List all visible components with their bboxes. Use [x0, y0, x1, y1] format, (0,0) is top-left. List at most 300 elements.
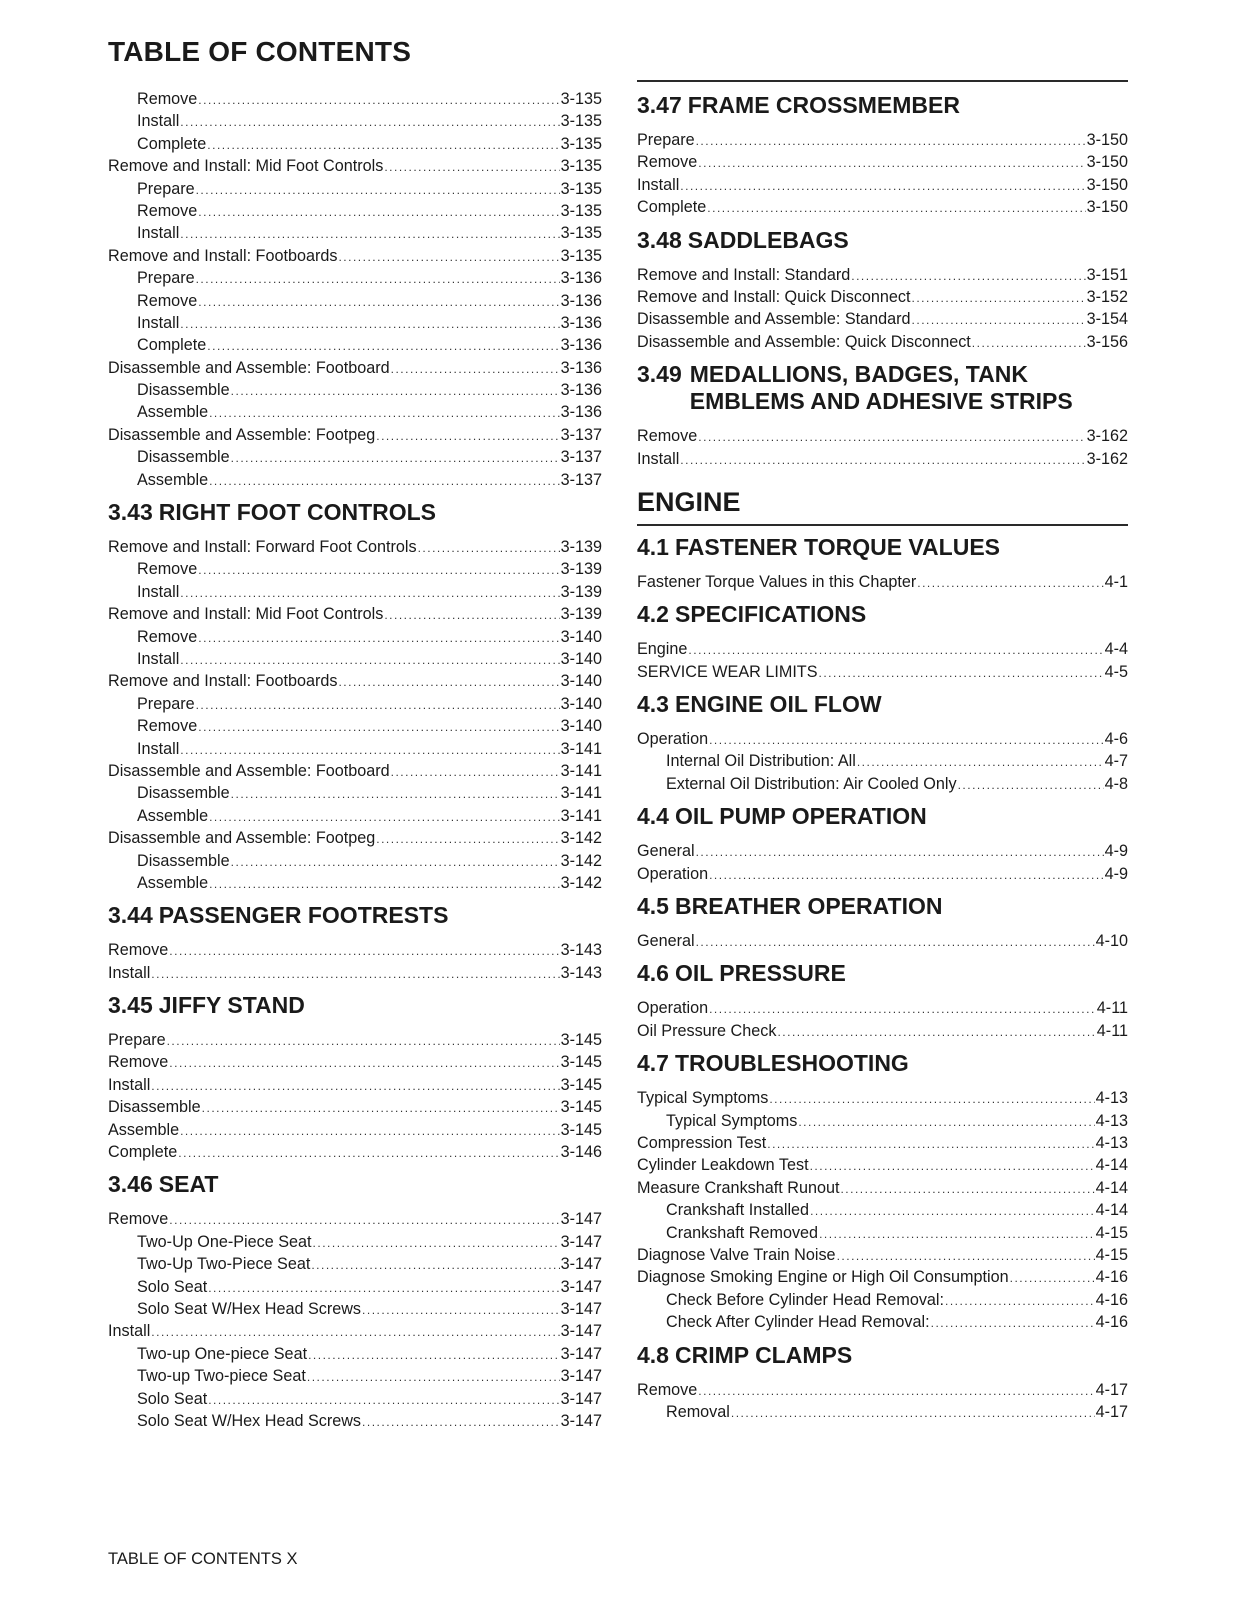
toc-entry[interactable]	[108, 670, 602, 692]
section-heading[interactable]	[637, 534, 1128, 561]
toc-entry-label: Two-Up One-Piece Seat	[137, 1232, 312, 1251]
dot-leader	[819, 1223, 1095, 1244]
toc-entry[interactable]	[108, 88, 602, 110]
dot-leader	[696, 841, 1104, 862]
toc-entry-label: General	[637, 932, 695, 951]
dot-leader	[391, 358, 560, 379]
toc-entry[interactable]	[108, 1096, 602, 1118]
toc-entry[interactable]	[108, 581, 602, 603]
dot-leader	[180, 111, 559, 132]
toc-entry[interactable]	[108, 1276, 602, 1298]
dot-leader	[709, 864, 1104, 885]
toc-entry-page: 3-136	[560, 313, 602, 332]
toc-entry-page: 4-15	[1095, 1223, 1128, 1242]
toc-entry-label: Disassemble and Assemble: Footboard	[108, 761, 390, 780]
toc-entry-label: Disassemble and Assemble: Footboard	[108, 358, 390, 377]
toc-entry[interactable]	[108, 446, 602, 468]
toc-entry-label: Compression Test	[637, 1133, 767, 1152]
toc-entry-page: 3-136	[560, 403, 602, 422]
page-title: TABLE OF CONTENTS	[108, 36, 412, 67]
dot-leader	[362, 1411, 560, 1432]
toc-entry-page: 3-162	[1086, 427, 1128, 446]
toc-entry[interactable]	[108, 1388, 602, 1410]
toc-entry-label: Assemble	[137, 470, 209, 489]
dot-leader	[958, 774, 1104, 795]
toc-entry[interactable]	[637, 331, 1128, 353]
toc-entry[interactable]	[108, 1074, 602, 1096]
section-heading[interactable]	[637, 893, 1128, 920]
toc-entry-label: Remove	[137, 717, 198, 736]
dot-leader	[180, 649, 559, 670]
section-heading[interactable]	[637, 960, 1128, 987]
toc-entry-page: 3-147	[560, 1389, 602, 1408]
dot-leader	[308, 1344, 560, 1365]
section-heading[interactable]	[637, 227, 1128, 254]
section-number: 4.3	[637, 691, 669, 718]
dot-leader	[180, 223, 559, 244]
toc-entry-label: Solo Seat	[137, 1277, 208, 1296]
dot-leader	[196, 694, 560, 715]
toc-entry-label: Operation	[637, 864, 709, 883]
toc-entry-label: Solo Seat	[137, 1389, 208, 1408]
dot-leader	[810, 1200, 1095, 1221]
toc-entry-page: 3-147	[560, 1255, 602, 1274]
dot-leader	[231, 380, 560, 401]
toc-entry-page: 4-14	[1095, 1156, 1128, 1175]
toc-entry-label: Install	[137, 739, 180, 758]
toc-entry-label: Typical Symptoms	[637, 1089, 769, 1108]
toc-entry[interactable]	[637, 1289, 1128, 1311]
toc-entry-label: Prepare	[137, 694, 195, 713]
toc-entry-page: 3-135	[560, 246, 602, 265]
toc-entry[interactable]	[108, 1365, 602, 1387]
toc-entry[interactable]	[637, 571, 1128, 593]
toc-entry-page: 3-135	[560, 112, 602, 131]
toc-entry-label: Remove and Install: Footboards	[108, 672, 338, 691]
toc-left-column	[108, 88, 602, 1432]
toc-entry-label: Remove and Install: Standard	[637, 265, 851, 284]
toc-entry-page: 3-135	[560, 179, 602, 198]
toc-entry-page: 3-136	[560, 358, 602, 377]
toc-entry[interactable]	[108, 222, 602, 244]
toc-entry-label: Solo Seat W/Hex Head Screws	[137, 1299, 362, 1318]
toc-entry-label: Assemble	[137, 806, 209, 825]
toc-entry[interactable]	[108, 178, 602, 200]
toc-entry-label: Prepare	[137, 269, 195, 288]
dot-leader	[709, 729, 1104, 750]
dot-leader	[207, 134, 559, 155]
section-number: 4.8	[637, 1341, 669, 1368]
toc-entry-label: Remove and Install: Footboards	[108, 246, 338, 265]
toc-entry-label: Remove	[137, 560, 198, 579]
section-heading[interactable]	[637, 1342, 1128, 1369]
toc-entry[interactable]	[108, 424, 602, 446]
toc-entry[interactable]	[108, 603, 602, 625]
section-title: SADDLEBAGS	[687, 226, 849, 253]
dot-leader	[837, 1245, 1095, 1266]
dot-leader	[180, 739, 559, 760]
toc-entry-page: 4-1	[1104, 572, 1128, 591]
toc-entry[interactable]	[637, 840, 1128, 862]
toc-entry-label: Install	[137, 313, 180, 332]
toc-entry-label: Disassemble	[137, 448, 230, 467]
toc-entry-label: Crankshaft Removed	[666, 1223, 819, 1242]
toc-entry[interactable]	[108, 133, 602, 155]
toc-entry-label: Oil Pressure Check	[637, 1021, 777, 1040]
toc-entry[interactable]	[108, 1320, 602, 1342]
section-heading[interactable]	[108, 992, 602, 1019]
toc-entry-page: 3-135	[560, 224, 602, 243]
toc-right-column	[637, 84, 1128, 1423]
dot-leader	[391, 761, 560, 782]
toc-entry[interactable]	[637, 1401, 1128, 1423]
toc-entry-page: 3-141	[560, 784, 602, 803]
toc-entry-page: 3-156	[1086, 332, 1128, 351]
toc-entry-page: 3-150	[1086, 175, 1128, 194]
dot-leader	[362, 1299, 560, 1320]
dot-leader	[198, 627, 559, 648]
toc-entry[interactable]	[637, 1020, 1128, 1042]
dot-leader	[208, 1277, 559, 1298]
section-number: 3.49	[637, 361, 682, 388]
toc-entry[interactable]	[108, 334, 602, 356]
toc-entry[interactable]	[108, 357, 602, 379]
section-heading[interactable]	[108, 902, 602, 929]
toc-entry[interactable]	[108, 469, 602, 491]
toc-entry-page: 3-140	[560, 649, 602, 668]
section-number: 4.1	[637, 533, 669, 560]
toc-entry-page: 3-145	[560, 1031, 602, 1050]
dot-leader	[972, 332, 1086, 353]
dot-leader	[376, 828, 559, 849]
toc-entry[interactable]	[637, 1177, 1128, 1199]
section-number: 3.48	[637, 226, 682, 253]
dot-leader	[798, 1111, 1094, 1132]
toc-entry-page: 3-143	[560, 963, 602, 982]
toc-entry[interactable]	[108, 939, 602, 961]
dot-leader	[338, 246, 559, 267]
toc-entry[interactable]	[108, 401, 602, 423]
toc-entry-label: Diagnose Smoking Engine or High Oil Consumption	[637, 1268, 1009, 1287]
dot-leader	[418, 537, 560, 558]
toc-entry[interactable]	[108, 290, 602, 312]
toc-entry[interactable]	[637, 151, 1128, 173]
toc-entry[interactable]	[108, 1253, 602, 1275]
toc-entry[interactable]	[637, 174, 1128, 196]
page-footer: TABLE OF CONTENTS X	[108, 1550, 298, 1568]
section-title: ENGINE OIL FLOW	[674, 691, 882, 718]
toc-entry-page: 3-147	[560, 1411, 602, 1430]
toc-entry[interactable]	[637, 1379, 1128, 1401]
toc-entry[interactable]	[637, 997, 1128, 1019]
toc-entry[interactable]	[637, 1199, 1128, 1221]
toc-entry-page: 4-4	[1104, 640, 1128, 659]
toc-entry-page: 3-145	[560, 1075, 602, 1094]
dot-leader	[819, 662, 1104, 683]
toc-entry-page: 4-13	[1095, 1133, 1128, 1152]
toc-entry-label: Prepare	[137, 179, 195, 198]
toc-entry-page: 3-147	[560, 1299, 602, 1318]
dot-leader	[376, 425, 559, 446]
toc-entry-label: Two-up One-piece Seat	[137, 1344, 308, 1363]
toc-entry-page: 3-142	[560, 873, 602, 892]
toc-entry[interactable]	[108, 850, 602, 872]
toc-entry-page: 3-152	[1086, 287, 1128, 306]
toc-entry[interactable]	[108, 1343, 602, 1365]
toc-entry[interactable]	[637, 661, 1128, 683]
toc-entry[interactable]	[108, 379, 602, 401]
toc-entry-label: SERVICE WEAR LIMITS	[637, 662, 818, 681]
toc-entry[interactable]	[637, 196, 1128, 218]
toc-entry-page: 4-10	[1095, 932, 1128, 951]
dot-leader	[688, 639, 1103, 660]
section-heading[interactable]	[637, 691, 1128, 718]
toc-entry-page: 3-136	[560, 291, 602, 310]
toc-entry[interactable]	[108, 267, 602, 289]
toc-entry-label: Complete	[108, 1143, 178, 1162]
section-heading[interactable]	[637, 601, 1128, 628]
toc-entry-label: Remove	[108, 1210, 169, 1229]
toc-entry-label: Disassemble and Assemble: Standard	[637, 310, 911, 329]
toc-entry[interactable]	[637, 1110, 1128, 1132]
toc-entry-label: Disassemble and Assemble: Footpeg	[108, 425, 376, 444]
section-number: 3.46	[108, 1171, 153, 1198]
dot-leader	[207, 335, 559, 356]
dot-leader	[731, 1402, 1095, 1423]
toc-entry-page: 4-14	[1095, 1201, 1128, 1220]
toc-entry-label: Remove	[137, 291, 198, 310]
toc-entry-label: Prepare	[108, 1031, 166, 1050]
toc-entry[interactable]	[637, 930, 1128, 952]
toc-entry[interactable]	[108, 1410, 602, 1432]
section-title: RIGHT FOOT CONTROLS	[158, 499, 437, 526]
dot-leader	[209, 402, 560, 423]
toc-entry-page: 3-145	[560, 1098, 602, 1117]
toc-entry[interactable]	[637, 425, 1128, 447]
toc-entry[interactable]	[108, 558, 602, 580]
toc-entry[interactable]	[637, 728, 1128, 750]
section-heading[interactable]	[637, 92, 1128, 119]
section-heading[interactable]	[637, 803, 1128, 830]
dot-leader	[198, 201, 559, 222]
toc-entry-label: Install	[137, 582, 180, 601]
toc-entry-page: 3-139	[560, 605, 602, 624]
section-heading[interactable]	[108, 499, 602, 526]
dot-leader	[169, 1209, 559, 1230]
toc-entry[interactable]	[637, 638, 1128, 660]
dot-leader	[169, 940, 559, 961]
toc-entry-label: Disassemble and Assemble: Quick Disconnect	[637, 332, 971, 351]
toc-entry[interactable]	[108, 1208, 602, 1230]
toc-entry[interactable]	[108, 962, 602, 984]
toc-entry-label: Disassemble and Assemble: Footpeg	[108, 829, 376, 848]
toc-entry-label: External Oil Distribution: Air Cooled Only	[666, 774, 957, 793]
toc-entry-page: 3-139	[560, 560, 602, 579]
dot-leader	[311, 1254, 559, 1275]
toc-entry-label: Disassemble	[137, 851, 230, 870]
toc-entry[interactable]	[637, 1154, 1128, 1176]
toc-entry[interactable]	[637, 264, 1128, 286]
toc-entry[interactable]	[108, 626, 602, 648]
toc-entry[interactable]	[637, 1311, 1128, 1333]
toc-entry-label: Install	[137, 112, 180, 131]
toc-entry[interactable]	[108, 536, 602, 558]
toc-entry[interactable]	[108, 782, 602, 804]
toc-entry-label: Measure Crankshaft Runout	[637, 1178, 840, 1197]
dot-leader	[769, 1088, 1094, 1109]
dot-leader	[198, 291, 559, 312]
toc-entry-page: 3-135	[560, 157, 602, 176]
toc-entry-label: Disassemble	[137, 784, 230, 803]
toc-entry[interactable]	[108, 760, 602, 782]
toc-entry-page: 3-140	[560, 627, 602, 646]
toc-entry[interactable]	[108, 1029, 602, 1051]
toc-entry-page: 3-147	[560, 1367, 602, 1386]
toc-entry[interactable]	[108, 1231, 602, 1253]
toc-entry-page: 4-17	[1095, 1402, 1128, 1421]
toc-entry[interactable]	[637, 448, 1128, 470]
toc-entry-page: 3-143	[560, 941, 602, 960]
dot-leader	[945, 1290, 1095, 1311]
toc-entry[interactable]	[108, 872, 602, 894]
toc-entry-page: 3-135	[560, 201, 602, 220]
toc-entry-page: 4-8	[1104, 774, 1128, 793]
toc-entry-label: Fastener Torque Values in this Chapter	[637, 572, 917, 591]
toc-entry[interactable]	[108, 1141, 602, 1163]
toc-entry[interactable]	[108, 1119, 602, 1141]
dot-leader	[917, 572, 1103, 593]
dot-leader	[777, 1021, 1095, 1042]
toc-entry[interactable]	[637, 1087, 1128, 1109]
dot-leader	[202, 1097, 560, 1118]
toc-entry[interactable]	[637, 750, 1128, 772]
toc-entry[interactable]	[108, 1298, 602, 1320]
toc-entry[interactable]	[108, 805, 602, 827]
dot-leader	[208, 1389, 559, 1410]
toc-entry[interactable]	[108, 715, 602, 737]
dot-leader	[209, 873, 560, 894]
toc-entry[interactable]	[637, 863, 1128, 885]
toc-entry[interactable]	[637, 1222, 1128, 1244]
dot-leader	[384, 156, 559, 177]
dot-leader	[680, 175, 1085, 196]
toc-entry-page: 3-137	[560, 425, 602, 444]
toc-entry[interactable]	[637, 1132, 1128, 1154]
dot-leader	[1010, 1267, 1095, 1288]
toc-entry[interactable]	[108, 200, 602, 222]
dot-leader	[680, 449, 1085, 470]
dot-leader	[851, 265, 1085, 286]
toc-entry-label: Remove	[637, 153, 698, 172]
toc-entry-page: 3-137	[560, 448, 602, 467]
toc-entry-page: 4-9	[1104, 842, 1128, 861]
section-number: 4.4	[637, 803, 669, 830]
dot-leader	[196, 179, 560, 200]
toc-entry-page: 3-145	[560, 1120, 602, 1139]
toc-entry-page: 3-140	[560, 672, 602, 691]
toc-entry-page: 3-150	[1086, 198, 1128, 217]
toc-entry[interactable]	[637, 1266, 1128, 1288]
toc-entry-label: Assemble	[108, 1120, 180, 1139]
toc-entry-label: Operation	[637, 730, 709, 749]
toc-entry[interactable]	[108, 245, 602, 267]
toc-entry[interactable]	[637, 286, 1128, 308]
section-heading[interactable]	[637, 1050, 1128, 1077]
section-heading[interactable]	[108, 1171, 602, 1198]
toc-entry-label: Complete	[137, 336, 207, 355]
toc-entry-label: Install	[637, 449, 680, 468]
toc-entry-page: 3-140	[560, 694, 602, 713]
dot-leader	[384, 604, 559, 625]
toc-entry-label: Remove and Install: Forward Foot Controls	[108, 538, 417, 557]
toc-entry-page: 4-16	[1095, 1313, 1128, 1332]
toc-entry[interactable]	[108, 312, 602, 334]
dot-leader	[180, 582, 559, 603]
toc-entry[interactable]	[637, 129, 1128, 151]
toc-entry-page: 3-141	[560, 761, 602, 780]
dot-leader	[931, 1312, 1095, 1333]
dot-leader	[810, 1155, 1095, 1176]
section-number: 4.2	[637, 601, 669, 628]
section-number: 4.7	[637, 1050, 669, 1077]
toc-entry-page: 3-154	[1086, 310, 1128, 329]
toc-entry-label: Assemble	[137, 403, 209, 422]
toc-entry-page: 4-9	[1104, 864, 1128, 883]
toc-entry[interactable]	[108, 693, 602, 715]
toc-entry[interactable]	[108, 827, 602, 849]
chapter-heading[interactable]: ENGINE	[637, 486, 741, 517]
section-number: 3.43	[108, 499, 153, 526]
toc-entry[interactable]	[108, 155, 602, 177]
toc-entry-page: 3-151	[1086, 265, 1128, 284]
toc-entry-label: Internal Oil Distribution: All	[666, 752, 856, 771]
toc-entry[interactable]	[637, 773, 1128, 795]
toc-entry[interactable]	[108, 1051, 602, 1073]
dot-leader	[313, 1232, 560, 1253]
toc-entry-label: Remove	[137, 90, 198, 108]
toc-entry-label: Two-up Two-piece Seat	[137, 1367, 306, 1386]
toc-entry-page: 3-135	[560, 134, 602, 153]
toc-entry[interactable]	[637, 1244, 1128, 1266]
dot-leader	[198, 89, 559, 110]
toc-entry[interactable]	[108, 110, 602, 132]
toc-entry-label: Remove and Install: Mid Foot Controls	[108, 157, 384, 176]
dot-leader	[151, 1075, 559, 1096]
toc-entry-label: Install	[108, 1322, 151, 1341]
dot-leader	[840, 1178, 1094, 1199]
toc-entry-label: Typical Symptoms	[666, 1111, 798, 1130]
toc-entry-label: Assemble	[137, 873, 209, 892]
toc-entry[interactable]	[108, 738, 602, 760]
section-title: FASTENER TORQUE VALUES	[674, 533, 1001, 560]
dot-leader	[307, 1366, 560, 1387]
toc-entry[interactable]	[637, 308, 1128, 330]
toc-entry-label: Remove	[637, 1380, 698, 1399]
dot-leader	[180, 1120, 560, 1141]
toc-entry-page: 3-142	[560, 851, 602, 870]
toc-entry-label: General	[637, 842, 695, 861]
toc-entry-label: Operation	[637, 999, 709, 1018]
toc-entry-page: 3-150	[1086, 153, 1128, 172]
toc-entry[interactable]	[108, 648, 602, 670]
toc-entry-label: Complete	[137, 134, 207, 153]
section-heading[interactable]	[637, 361, 1128, 415]
section-title: MEDALLIONS, BADGES, TANK EMBLEMS AND ADHESIVE STRIPS	[689, 361, 1073, 415]
toc-entry-page: 3-137	[560, 470, 602, 489]
chapter-rule	[637, 524, 1128, 526]
toc-entry-page: 3-139	[560, 538, 602, 557]
toc-entry-label: Complete	[637, 198, 707, 217]
